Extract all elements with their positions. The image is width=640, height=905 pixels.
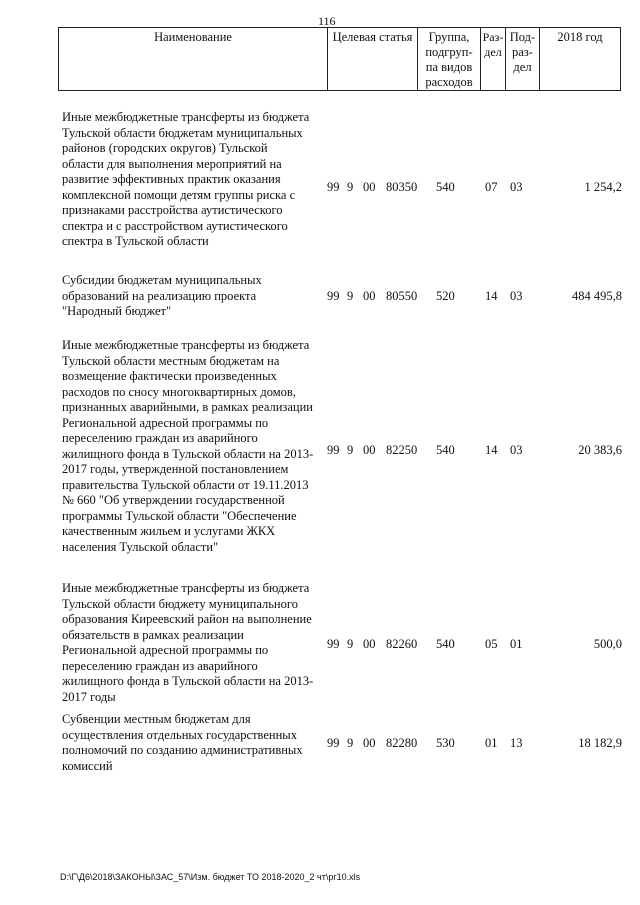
target-code-3: 00 — [363, 637, 376, 651]
target-code-3: 00 — [363, 180, 376, 194]
target-code-4: 80550 — [386, 289, 418, 303]
subsection: 01 — [510, 637, 523, 651]
target-code-1: 99 — [327, 443, 340, 457]
expense-group: 530 — [436, 736, 455, 750]
expense-group: 540 — [436, 443, 455, 457]
header-expense-group: Группа, подгруп- па видов расходов — [417, 28, 480, 90]
target-code-3: 00 — [363, 289, 376, 303]
header-section: Раз- дел — [480, 28, 505, 90]
section: 05 — [485, 637, 498, 651]
target-code-1: 99 — [327, 637, 340, 651]
table-header — [58, 27, 621, 91]
target-code-3: 00 — [363, 736, 376, 750]
row-name: Субсидии бюджетам муниципальных образований на реализацию проекта "Народный бюджет" — [62, 273, 262, 318]
target-code-2: 9 — [347, 736, 354, 750]
page-number: 116 — [318, 14, 336, 28]
amount: 1 254,2 — [584, 180, 622, 194]
target-code-4: 82280 — [386, 736, 418, 750]
file-path-footer: D:\Г\Д6\2018\ЗАКОНЫ\ЗАС_57\Изм. бюджет ТО 2018-2020_2 чт\рг10.xls — [60, 872, 361, 882]
subsection: 03 — [510, 289, 523, 303]
target-code-1: 99 — [327, 736, 340, 750]
header-name: Наименование — [154, 30, 232, 44]
amount: 18 182,9 — [578, 736, 622, 750]
target-code-1: 99 — [327, 180, 340, 194]
target-code-2: 9 — [347, 443, 354, 457]
target-code-2: 9 — [347, 637, 354, 651]
expense-group: 520 — [436, 289, 455, 303]
amount: 20 383,6 — [578, 443, 622, 457]
target-code-2: 9 — [347, 289, 354, 303]
amount: 500,0 — [593, 637, 622, 651]
subsection: 03 — [510, 180, 523, 194]
expense-group: 540 — [436, 180, 455, 194]
row-name: Иные межбюджетные трансферты из бюджета Тульской области бюджетам муниципальных районов (городских округов) Тульской области для выполнения мероприятий на развитие эффективных практик оказания комплексной помощи детям группы риска с признаками расстройства аутистического спектра и с расстройством аутистического спектра в Тульской области — [62, 110, 310, 248]
row-name: Иные межбюджетные трансферты из бюджета Тульской области бюджету муниципального образования Киреевский район на выполнение обязательств в рамках реализации Региональной адресной программы по переселению граждан из аварийного жилищного фонда в Тульской области на 2013- 2017 годы — [62, 581, 314, 704]
section: 07 — [485, 180, 498, 194]
target-code-2: 9 — [347, 180, 354, 194]
expense-group: 540 — [436, 637, 455, 651]
amount: 484 495,8 — [572, 289, 622, 303]
subsection: 03 — [510, 443, 523, 457]
target-code-3: 00 — [363, 443, 376, 457]
section: 01 — [485, 736, 498, 750]
target-code-4: 82250 — [386, 443, 418, 457]
target-code-1: 99 — [327, 289, 340, 303]
target-code-4: 82260 — [386, 637, 418, 651]
section: 14 — [485, 289, 498, 303]
header-subsection: Под- раз- дел — [505, 28, 539, 90]
row-name: Иные межбюджетные трансферты из бюджета Тульской области местным бюджетам на возмещение фактически произведенных расходов по сносу многоквартирных домов, признанных аварийными, в рамках реализации Региональной адресной программы по переселению граждан из аварийного жилищного фонда в Тульской области на 2013- 2017 годы, утвержденной постановлением правительства Тульской области от 19.11.2013 № 660 "Об утверждении государственной программы Тульской области "Обеспечение качественным жильем и услугами ЖКХ населения Тульской области" — [62, 338, 314, 554]
subsection: 13 — [510, 736, 523, 750]
header-target-article: Целевая статья — [327, 28, 417, 90]
target-code-4: 80350 — [386, 180, 418, 194]
row-name: Субвенции местным бюджетам для осуществления отдельных государственных полномочий по созданию административных комиссий — [62, 712, 303, 773]
header-year: 2018 год — [539, 28, 620, 90]
section: 14 — [485, 443, 498, 457]
